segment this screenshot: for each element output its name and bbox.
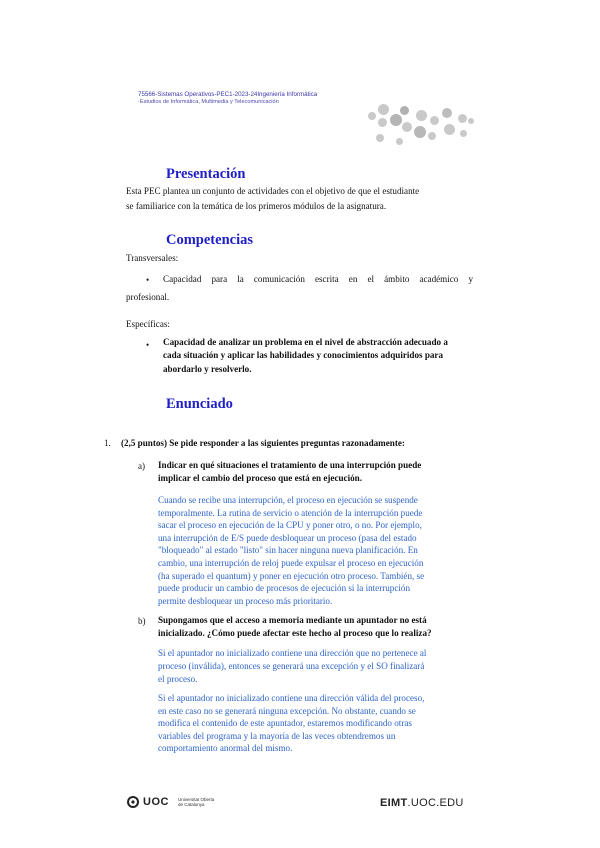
eimt-domain: .UOC.EDU (407, 797, 464, 809)
header-studies-line: ·Estudios de Informática, Multimedia y Telecomunicación (138, 99, 279, 105)
uoc-university-name (178, 797, 214, 807)
answer-a-line: puede producir un cambio de procesos de ejecución si la interrupción (158, 583, 411, 594)
answer-a-line: cambio, una interrupción de reloj puede expulsar el proceso en ejecución (158, 557, 424, 568)
uoc-wordmark: UOC (143, 796, 169, 808)
uoc-symbol-icon (126, 796, 140, 808)
answer-b-line: el proceso. (158, 674, 198, 685)
presentacion-line: se familiarice con la temática de los primeros módulos de la asignatura. (126, 201, 387, 211)
subquestion-a-label: a) (138, 461, 146, 471)
presentacion-text (126, 184, 476, 214)
subquestion-a-text (158, 459, 474, 484)
subquestion-a-line: implicar el cambio del proceso que está en ejecución. (158, 472, 362, 483)
competencias-title: Competencias (166, 232, 253, 248)
uoc-sub-line: de Catalunya (177, 802, 205, 807)
subquestion-a-line: Indicar en qué situaciones el tratamiento de una interrupción puede (158, 460, 422, 470)
bullet-icon: • (146, 275, 150, 285)
subquestion-b-line: Supongamos que el acceso a memoria mediante un apuntador no está (158, 615, 427, 625)
presentacion-line: Esta PEC plantea un conjunto de actividades con el objetivo de que el estudiante (126, 186, 420, 196)
uoc-sub-line: Universitat Oberta (177, 797, 215, 802)
answer-a (158, 494, 474, 607)
answer-a-line: sacar el proceso en ejecución de la CPU y poner otro, o no. Por ejemplo, (158, 520, 422, 531)
especificas-item (163, 336, 475, 376)
especificas-line: cada situación y aplicar las habilidades y conocimientos adquiridos para (163, 350, 444, 361)
answer-b-line: en este caso no se generará ninguna excepción. No obstante, cuando se (158, 705, 416, 716)
answer-b-line: comportamiento anormal del mismo. (158, 743, 293, 754)
subquestion-b-label: b) (138, 616, 146, 626)
especificas-label: Específicas: (126, 319, 170, 329)
answer-b-line: variables del programa y la mayoría de las veces obtendremos un (158, 730, 396, 741)
answer-b-line: Si el apuntador no inicializado contiene una dirección válida del proceso, (158, 693, 425, 703)
subquestion-b-text (158, 614, 474, 639)
question-text: (2,5 puntos) Se pide responder a las siguientes preguntas razonadamente: (121, 438, 405, 448)
transversales-item-line2: profesional. (126, 292, 170, 302)
presentacion-title: Presentación (166, 166, 246, 182)
especificas-line: Capacidad de analizar un problema en el nivel de abstracción adecuado a (163, 337, 448, 347)
answer-b-line: Si el apuntador no inicializado contiene una dirección que no pertenece al (158, 648, 427, 658)
eimt-website (380, 797, 464, 809)
document-header (138, 91, 378, 105)
header-course-line: 75566-Sistemas Operativos-PEC1-2023-24Ingeniería Informática (138, 91, 318, 98)
answer-a-line: una interrupción de E/S puede desbloquear un proceso (pasa del estado (158, 532, 417, 543)
transversales-label: Transversales: (126, 253, 179, 263)
answer-a-line: Cuando se recibe una interrupción, el proceso en ejecución se suspende (158, 495, 418, 505)
transversales-item-line1: Capacidad para la comunicación escrita en el ámbito académico y (163, 274, 473, 284)
question-number: 1. (104, 438, 111, 448)
uoc-logo (126, 796, 214, 808)
document-footer (0, 796, 600, 816)
answer-b-line: modifica el contenido de este apuntador, estaremos modificando otras (158, 718, 412, 729)
answer-b-line: proceso (inválida), entonces se generará una excepción y el SO finalizará (158, 661, 425, 672)
eimt-strong: EIMT (380, 797, 408, 809)
subquestion-b-line: inicializado. ¿Cómo puede afectar este hecho al proceso que lo realiza? (158, 627, 432, 638)
answer-a-line: permite desbloquear un proceso más prioritario. (158, 595, 333, 606)
answer-a-line: (ha superado el quantum) y poner en ejecución otro proceso. También, se (158, 570, 425, 581)
answer-b-part1 (158, 647, 474, 687)
answer-a-line: "bloqueado" al estado "listo" sin hacer ninguna nueva planificación. En (158, 545, 418, 556)
answer-a-line: temporalmente. La rutina de servicio o atención de la interrupción puede (158, 507, 423, 518)
decorative-dots-logo (368, 104, 478, 152)
especificas-line: abordarlo y resolverlo. (163, 363, 252, 374)
answer-b-part2 (158, 692, 474, 755)
enunciado-title: Enunciado (166, 396, 233, 412)
bullet-icon: • (146, 340, 150, 350)
